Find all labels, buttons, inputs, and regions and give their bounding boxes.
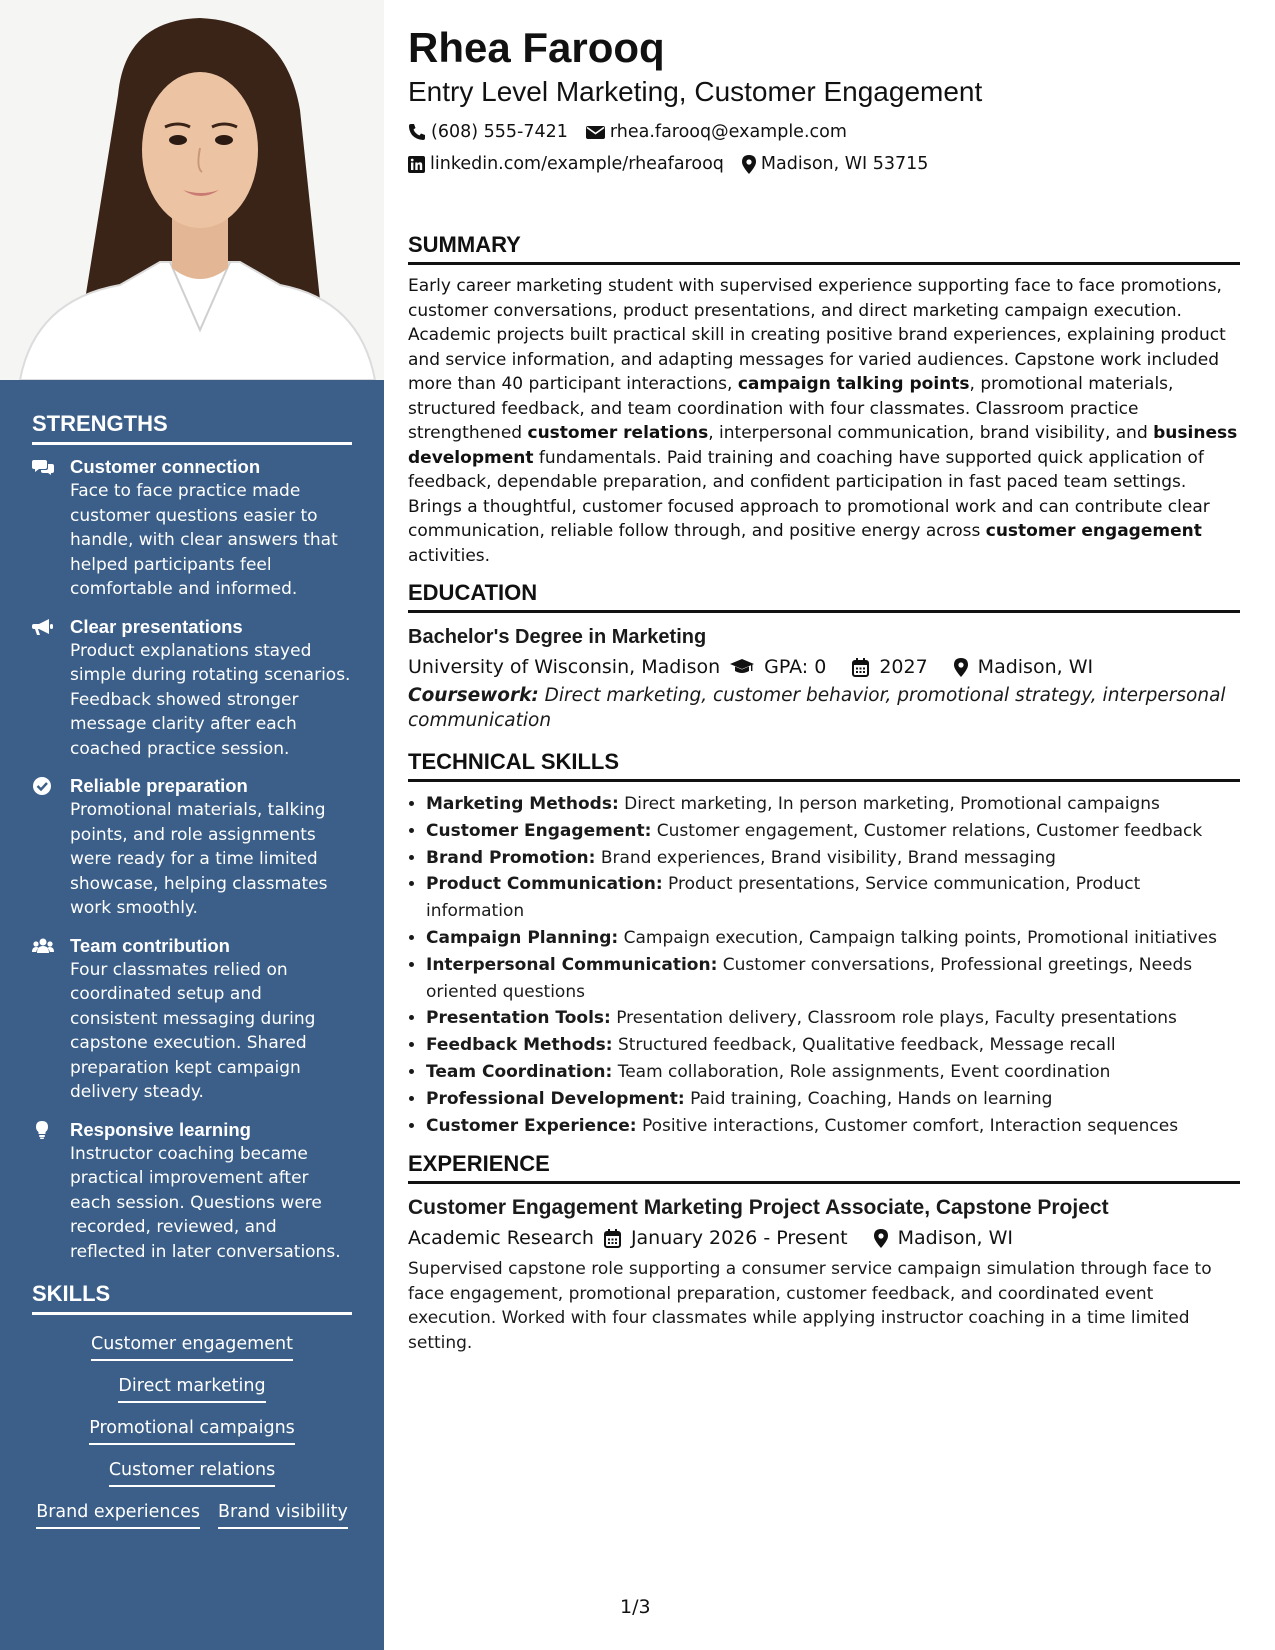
strength-item	[32, 615, 352, 762]
skill-category: Feedback Methods:	[426, 1035, 613, 1056]
email-text: rhea.farooq@example.com	[609, 122, 847, 142]
linkedin-icon	[408, 156, 425, 173]
strength-desc: Face to face practice made customer questions easier to handle, with clear answers that helped participants feel comfortable and informed.	[70, 481, 338, 599]
summary-bold: customer relations	[527, 423, 709, 443]
skill-values: Brand experiences, Brand visibility, Brand messaging	[595, 847, 1056, 868]
skill-values: Team collaboration, Role assignments, Event coordination	[612, 1061, 1111, 1082]
list-item	[426, 818, 1240, 845]
skill-tag: Brand experiences	[36, 1499, 200, 1529]
skill-category: Campaign Planning:	[426, 927, 619, 948]
skill-category: Interpersonal Communication:	[426, 954, 718, 975]
location-text: Madison, WI 53715	[760, 154, 929, 174]
strength-desc: Instructor coaching became practical improvement after each session. Questions were recorded, reviewed, and reflected in later conversations.	[70, 1143, 341, 1262]
degree-title: Bachelor's Degree in Marketing	[408, 626, 707, 648]
sidebar-content	[32, 411, 352, 1541]
summary-part: activities.	[408, 545, 491, 566]
calendar-icon	[852, 658, 869, 677]
summary-bold: business development	[408, 423, 1238, 468]
strength-title: Clear presentations	[70, 615, 243, 637]
profile-photo	[0, 0, 384, 380]
contact-row	[408, 116, 1240, 148]
skills-heading: SKILLS	[32, 1281, 352, 1315]
experience-meta	[408, 1223, 1240, 1253]
summary-part: , promotional materials, structured feedback, and team coordination with four classmates. Classroom practice strengthened	[408, 374, 1174, 443]
check-circle-icon	[32, 777, 54, 795]
skill-category: Product Communication:	[426, 874, 663, 895]
list-item	[426, 1032, 1240, 1059]
skill-values: Product presentations, Service communication, Product information	[426, 874, 1141, 922]
skill-values: Presentation delivery, Classroom role plays, Faculty presentations	[610, 1008, 1177, 1029]
phone-icon	[408, 123, 426, 141]
phone-text: (608) 555-7421	[431, 122, 568, 142]
lightbulb-icon	[32, 1121, 54, 1139]
skill-values: Direct marketing, In person marketing, Promotional campaigns	[618, 794, 1160, 814]
school-name: University of Wisconsin, Madison	[408, 656, 721, 678]
experience-description: Supervised capstone role supporting a consumer service campaign simulation through face to face engagement, promotional preparation, customer feedback, and coordinated event execution. Worked with four classmates while applying instructor coaching in a time limited setting.	[408, 1259, 1212, 1353]
school-location: Madison, WI	[977, 656, 1094, 678]
list-item	[426, 1059, 1240, 1086]
coursework-label: Coursework:	[408, 685, 539, 706]
comments-icon	[32, 458, 54, 476]
list-item	[426, 925, 1240, 952]
skill-tag: Customer engagement	[91, 1331, 293, 1361]
summary-text	[408, 274, 1240, 568]
summary-part: fundamentals. Paid training and coaching have supported quick application of feedback, dependable preparation, and confident participation in fast paced team settings. Brings a thoughtful, customer focused approach to promotional work and can contribute clear communication, reliable follow through, and positive energy across	[408, 447, 1210, 541]
summary-part: , interpersonal communication, brand visibility, and	[708, 423, 1154, 443]
graduation-cap-icon	[730, 658, 754, 676]
education-meta	[408, 652, 1240, 682]
list-item	[426, 845, 1240, 872]
location-contact	[742, 148, 929, 180]
users-icon	[32, 937, 54, 955]
skill-category: Customer Engagement:	[426, 820, 652, 841]
experience-org: Academic Research	[408, 1227, 594, 1250]
list-item	[426, 791, 1240, 818]
skill-category: Team Coordination:	[426, 1061, 613, 1082]
coursework	[408, 684, 1240, 733]
skill-tag: Direct marketing	[118, 1373, 265, 1403]
skill-category: Customer Experience:	[426, 1115, 637, 1136]
skill-category: Professional Development:	[426, 1088, 685, 1109]
technical-skills-list	[408, 791, 1240, 1139]
strength-item	[32, 934, 352, 1105]
skill-values: Paid training, Coaching, Hands on learning	[684, 1088, 1053, 1109]
map-pin-icon	[874, 1229, 888, 1248]
linkedin-text: linkedin.com/example/rheafarooq	[430, 154, 724, 174]
phone-contact[interactable]	[408, 116, 568, 148]
calendar-icon	[604, 1229, 621, 1248]
skill-category: Brand Promotion:	[426, 847, 596, 868]
strength-item	[32, 1118, 352, 1265]
experience-heading: EXPERIENCE	[408, 1151, 1240, 1184]
summary-bold: campaign talking points	[737, 374, 970, 394]
list-item	[426, 1005, 1240, 1032]
list-item	[426, 871, 1240, 925]
skill-values: Positive interactions, Customer comfort, Interaction sequences	[636, 1115, 1179, 1136]
strength-desc: Promotional materials, talking points, and role assignments were ready for a time limited showcase, helping classmates work smoothly.	[70, 800, 328, 918]
strength-title: Reliable preparation	[70, 775, 248, 796]
skill-category: Marketing Methods:	[426, 794, 619, 814]
contact-row	[408, 148, 1240, 180]
map-pin-icon	[742, 155, 756, 174]
envelope-icon	[586, 125, 605, 140]
skill-values: Customer conversations, Professional greetings, Needs oriented questions	[426, 954, 1193, 1002]
summary-heading: SUMMARY	[408, 232, 1240, 265]
skill-values: Customer engagement, Customer relations, Customer feedback	[651, 820, 1203, 841]
experience-location: Madison, WI	[897, 1227, 1014, 1250]
summary-bold: customer engagement	[985, 521, 1202, 541]
candidate-name: Rhea Farooq	[408, 24, 665, 71]
experience-title: Customer Engagement Marketing Project Associate, Capstone Project	[408, 1196, 1109, 1220]
job-title: Entry Level Marketing, Customer Engagement	[408, 76, 983, 107]
skill-tag: Promotional campaigns	[89, 1415, 295, 1445]
list-item	[426, 952, 1240, 1006]
gpa-text: GPA: 0	[764, 656, 827, 678]
skills-list	[32, 1331, 352, 1529]
list-item	[426, 1086, 1240, 1113]
strength-title: Customer connection	[70, 456, 261, 477]
summary-part: Early career marketing student with supervised experience supporting face to face promotions, customer conversations, product presentations, and direct marketing campaign execution. Academic projects built practical skill in creating positive brand experiences, explaining product and service information, and adapting messages for varied audiences. Capstone work included more than 40 participant interactions,	[408, 276, 1226, 394]
experience-dates: January 2026 - Present	[630, 1227, 848, 1250]
skill-values: Structured feedback, Qualitative feedback, Message recall	[612, 1035, 1116, 1056]
list-item	[426, 1113, 1240, 1140]
strength-item	[32, 455, 352, 602]
technical-skills-heading: TECHNICAL SKILLS	[408, 749, 1240, 782]
graduation-year: 2027	[879, 656, 928, 678]
skill-tag: Customer relations	[109, 1457, 275, 1487]
strength-title: Team contribution	[70, 934, 230, 956]
skill-tag: Brand visibility	[218, 1499, 348, 1529]
education-heading: EDUCATION	[408, 580, 1240, 613]
bullhorn-icon	[32, 618, 54, 636]
page-number: 1/3	[620, 1596, 651, 1618]
strength-item	[32, 774, 352, 921]
skill-category: Presentation Tools:	[426, 1008, 611, 1029]
main-content	[408, 22, 1240, 1355]
skill-values: Campaign execution, Campaign talking points, Promotional initiatives	[618, 927, 1217, 948]
coursework-text: Direct marketing, customer behavior, promotional strategy, interpersonal communication	[408, 685, 1226, 731]
strength-title: Responsive learning	[70, 1118, 251, 1140]
strength-desc: Product explanations stayed simple during rotating scenarios. Feedback showed stronger message clarity after each coached practice session.	[70, 640, 351, 759]
linkedin-contact[interactable]	[408, 148, 724, 180]
sidebar	[0, 0, 384, 1650]
strengths-heading: STRENGTHS	[32, 411, 352, 445]
map-pin-icon	[954, 658, 968, 677]
email-contact[interactable]	[586, 116, 847, 148]
strength-desc: Four classmates relied on coordinated setup and consistent messaging during capstone execution. Shared preparation kept campaign delivery steady.	[70, 959, 316, 1102]
